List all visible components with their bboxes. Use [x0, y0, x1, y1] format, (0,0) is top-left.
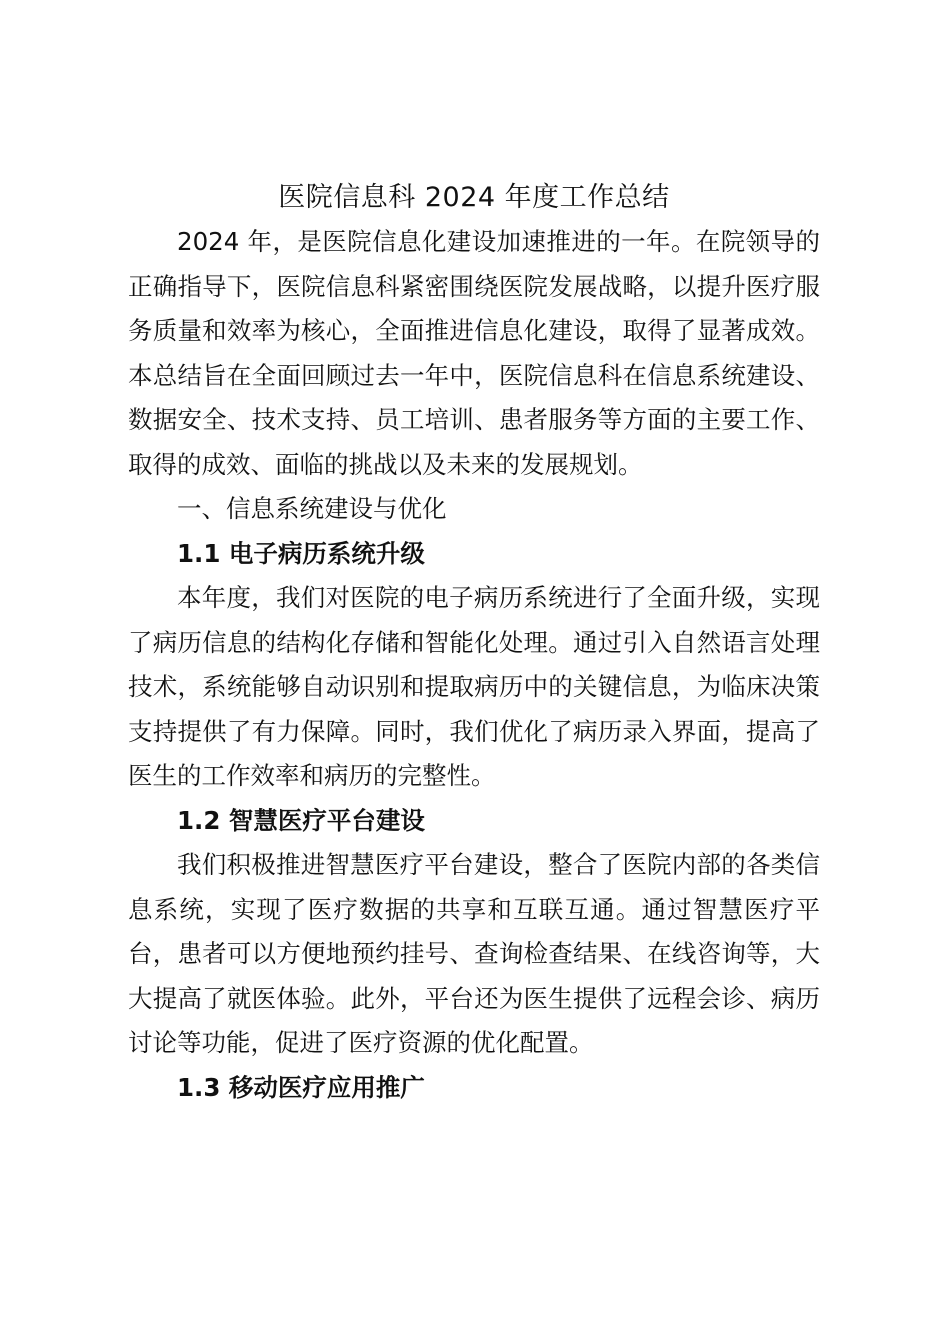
section-heading: 一、信息系统建设与优化 [177, 494, 447, 523]
document-title: 医院信息科 2024 年度工作总结 [278, 182, 670, 213]
subsection-heading-1-2: 1.2 智慧医疗平台建设 [177, 805, 425, 835]
document-page [128, 176, 820, 1110]
subsection-heading-1-1: 1.1 电子病历系统升级 [177, 538, 425, 568]
subsection-body-1-1: 本年度，我们对医院的电子病历系统进行了全面升级，实现了病历信息的结构化存储和智能化处理。通过引入自然语言处理技术，系统能够自动识别和提取病历中的关键信息，为临床决策支持提供了有力保障。同时，我们优化了病历录入界面，提高了医生的工作效率和病历的完整性。 [128, 583, 820, 790]
subsection-heading-1-3: 1.3 移动医疗应用推广 [177, 1072, 425, 1102]
subsection-body-1-2: 我们积极推进智慧医疗平台建设，整合了医院内部的各类信息系统，实现了医疗数据的共享和互联互通。通过智慧医疗平台，患者可以方便地预约挂号、查询检查结果、在线咨询等，大大提高了就医体验。此外，平台还为医生提供了远程会诊、病历讨论等功能，促进了医疗资源的优化配置。 [128, 850, 820, 1057]
intro-paragraph: 2024 年，是医院信息化建设加速推进的一年。在院领导的正确指导下，医院信息科紧密围绕医院发展战略，以提升医疗服务质量和效率为核心，全面推进信息化建设，取得了显著成效。本总结旨在全面回顾过去一年中，医院信息科在信息系统建设、数据安全、技术支持、员工培训、患者服务等方面的主要工作、取得的成效、面临的挑战以及未来的发展规划。 [128, 227, 820, 479]
